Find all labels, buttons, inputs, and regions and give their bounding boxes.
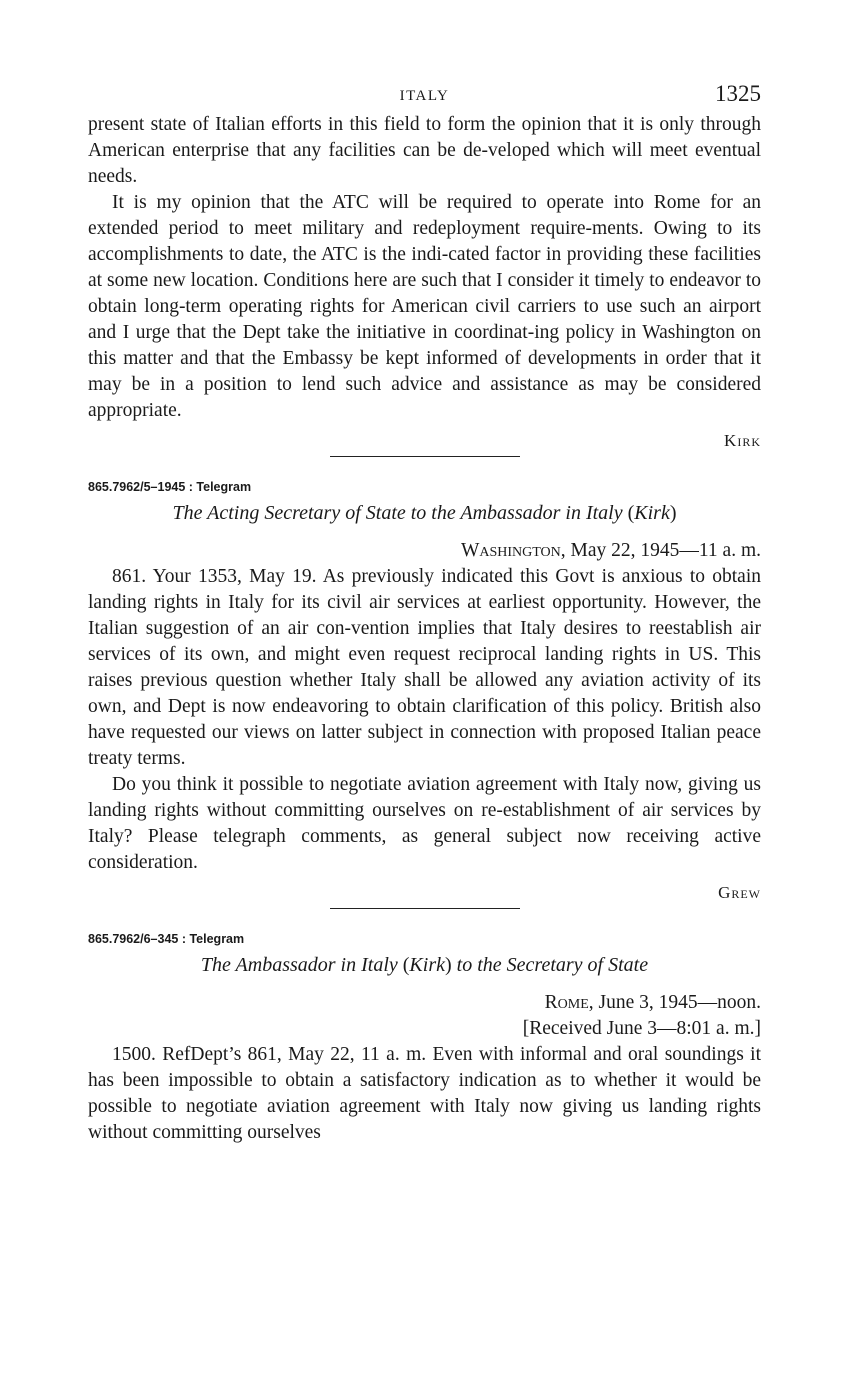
dateline-place: Washington <box>460 540 561 561</box>
signature-grew: Grew <box>718 883 761 902</box>
file-reference: 865.7962/5–1945 : Telegram <box>88 480 252 494</box>
signature-kirk: Kirk <box>724 431 761 450</box>
section-divider <box>330 456 520 457</box>
continued-telegram <box>88 112 761 454</box>
body-paragraph: Do you think it possible to negotiate aviation agreement with Italy now, giving us landing rights without committing ourselves on re-establishment of air services by Italy? Please telegraph comments, as general subject now receiving active consideration. <box>88 774 761 873</box>
received-line: [Received June 3—8:01 a. m.] <box>522 1018 761 1039</box>
dateline <box>88 538 761 564</box>
telegram-rome <box>88 930 761 1146</box>
body-paragraph: 1500. RefDept’s 861, May 22, 11 a. m. Even with informal and oral soundings it has been impossible to obtain a satisfactory indication as to whether it would be possible to negotiate aviation agreement with Italy now giving us landing rights without committing ourselves <box>88 1044 761 1143</box>
dateline-date: , June 3, 1945—noon. <box>588 992 761 1013</box>
heading-text: The Ambassador in Italy <box>200 954 403 976</box>
telegram-washington <box>88 478 761 906</box>
body-paragraph: It is my opinion that the ATC will be required to operate into Rome for an extended period to meet military and redeployment require-ments. Owing to its accomplishments to date, the ATC is the indi-cated factor in providing these facilities at some new location. Conditions here are such that I consider it timely to endeavor to obtain long-term operating rights for American civil carriers to use such an airport and I urge that the Dept take the initiative in coordinat-ing policy in Washington on this matter and that the Embassy be kept informed of developments in order that it may be in a position to lend such advice and assistance as may be considered appropriate. <box>88 192 761 421</box>
document-page <box>88 78 761 1146</box>
body-paragraph: 861. Your 1353, May 19. As previously indicated this Govt is anxious to obtain landing rights in Italy for its civil air services at earliest opportunity. However, the Italian suggestion of an air con-vention implies that Italy desires to reestablish air services of its own, and might even request reciprocal landing rights in US. This raises previous question whether Italy shall be allowed any aviation activity of its own, and Dept is now endeavoring to obtain clarification of this policy. British also have requested our views on latter subject in connection with proposed Italian peace treaty terms. <box>88 566 761 769</box>
dateline-place: Rome <box>544 992 589 1013</box>
heading-name: Kirk <box>409 954 445 976</box>
heading-paren-open: ( <box>402 954 410 976</box>
heading-paren-close: ) <box>669 502 677 524</box>
file-reference: 865.7962/6–345 : Telegram <box>88 932 245 946</box>
page-number: 1325 <box>715 81 761 106</box>
body-paragraph: present state of Italian efforts in this field to form the opinion that it is only through American enterprise that any facilities can be de-veloped which will meet eventual needs. <box>88 114 761 187</box>
dateline-date: , May 22, 1945—11 a. m. <box>560 540 761 561</box>
document-heading <box>88 498 761 528</box>
heading-name: Kirk <box>634 502 670 524</box>
heading-paren-close: ) <box>444 954 452 976</box>
document-heading <box>88 950 761 980</box>
heading-paren-open: ( <box>627 502 635 524</box>
section-divider <box>330 908 520 909</box>
heading-text: The Acting Secretary of State to the Ambassador in Italy <box>172 502 628 524</box>
heading-text-end: to the Secretary of State <box>451 954 649 976</box>
running-header <box>88 78 761 112</box>
dateline <box>88 990 761 1016</box>
running-title: ITALY <box>399 88 450 104</box>
